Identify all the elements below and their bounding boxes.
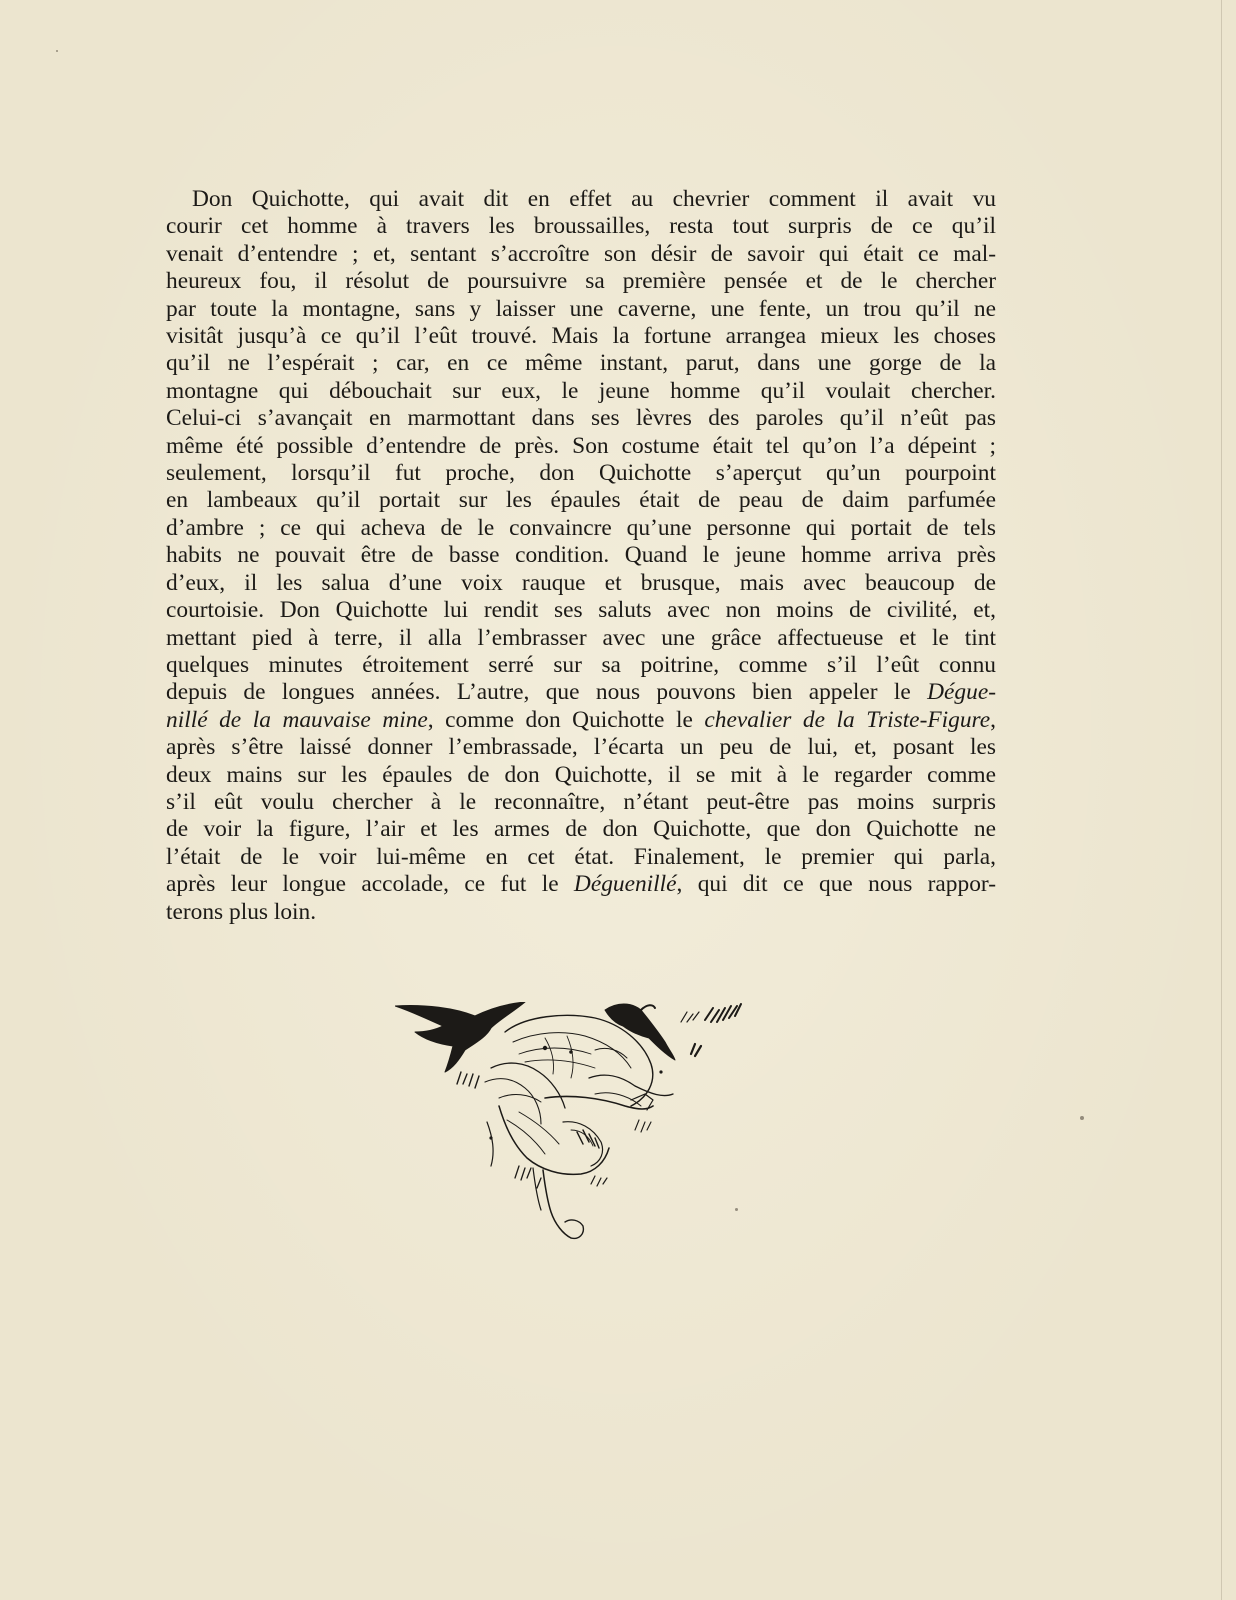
text-line: terons plus loin. (166, 898, 317, 925)
text-line: l’était de le voir lui-même en cet état. Finalement, le premier qui parla, (166, 843, 996, 870)
text-line (166, 679, 996, 706)
text-line: visitât jusqu’à ce qu’il l’eût trouvé. Mais la fortune arrangea mieux les choses (166, 323, 996, 350)
italic-name: chevalier de la Triste-Figure (704, 706, 991, 733)
text-line: Don Quichotte, qui avait dit en effet au chevrier comment il avait vu (192, 186, 996, 212)
italic-name: nillé de la mauvaise mine (166, 706, 428, 733)
text-segment: , qui dit ce que nous rappor- (676, 871, 997, 898)
paper-speck (56, 50, 58, 52)
text-line: courir cet homme à travers les broussailles, resta tout surpris de ce qu’il (166, 213, 996, 240)
text-line: en lambeaux qu’il portait sur les épaules était de peau de daim parfumée (166, 487, 996, 514)
text-line: quelques minutes étroitement serré sur sa poitrine, comme s’il l’eût connu (166, 651, 996, 678)
text-line: par toute la montagne, sans y laisser une caverne, une fente, un trou qu’il ne (166, 295, 996, 322)
text-line: de voir la figure, l’air et les armes de don Quichotte, que don Quichotte ne (166, 816, 996, 843)
text-line (166, 871, 996, 898)
text-line: seulement, lorsqu’il fut proche, don Quichotte s’aperçut qu’un pourpoint (166, 460, 996, 487)
text-line: après s’être laissé donner l’embrassade, l’écarta un peu de lui, et, posant les (166, 734, 996, 761)
text-line: habits ne pouvait être de basse condition. Quand le jeune homme arriva près (166, 542, 996, 569)
text-segment: depuis de longues années. L’autre, que nous pouvons bien appeler le (166, 679, 911, 706)
text-line: heureux fou, il résolut de poursuivre sa première pensée et de le chercher (166, 268, 996, 295)
main-paragraph (166, 186, 996, 926)
text-line: montagne qui débouchait sur eux, le jeune homme qu’il voulait chercher. (166, 377, 996, 404)
text-line: d’eux, il les salua d’une voix rauque et brusque, mais avec beaucoup de (166, 569, 996, 596)
text-segment: , (990, 706, 997, 733)
text-line: courtoisie. Don Quichotte lui rendit ses saluts avec non moins de civilité, et, (166, 597, 996, 624)
text-segment: après leur longue accolade, ce fut le (166, 871, 574, 898)
text-segment: , comme don Quichotte le (427, 706, 705, 733)
text-line: mettant pied à terre, il alla l’embrasser avec une grâce affectueuse et le tint (166, 624, 996, 651)
paper-speck (1080, 1116, 1084, 1120)
text-line: s’il eût voulu chercher à le reconnaître, n’étant peut-être pas moins surpris (166, 788, 996, 815)
text-line: d’ambre ; ce qui acheva de le convaincre qu’une personne qui portait de tels (166, 514, 996, 541)
text-line: Celui-ci s’avançait en marmottant dans ses lèvres des paroles qu’il n’eût pas (166, 405, 996, 432)
italic-name: Dégue- (927, 679, 996, 706)
text-line: même été possible d’entendre de près. Son costume était tel qu’on l’a dépeint ; (166, 432, 996, 459)
page-edge (1221, 0, 1222, 1600)
italic-name: Déguenillé (573, 871, 677, 898)
vignette-ink-drawing-icon (395, 1002, 765, 1250)
paper-speck (735, 1208, 738, 1211)
text-line (166, 707, 996, 734)
text-line: deux mains sur les épaules de don Quichotte, il se mit à le regarder comme (166, 761, 996, 788)
text-line: qu’il ne l’espérait ; car, en ce même instant, parut, dans une gorge de la (166, 350, 996, 377)
text-line: venait d’entendre ; et, sentant s’accroître son désir de savoir qui était ce mal- (166, 240, 996, 267)
